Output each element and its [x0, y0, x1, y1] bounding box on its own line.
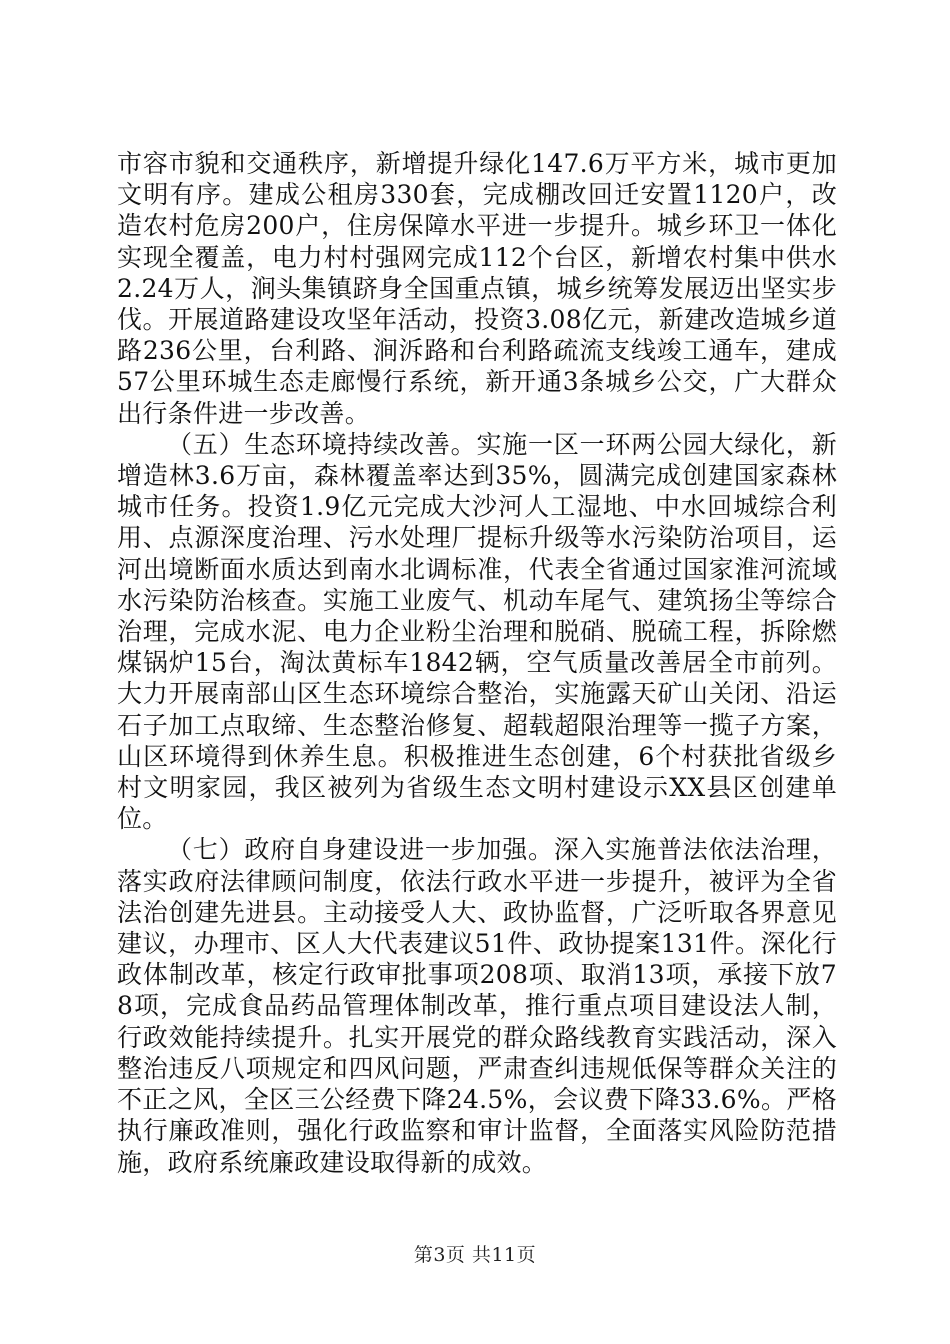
- document-body: [117, 148, 837, 1178]
- paragraph-urban-development: 市容市貌和交通秩序，新增提升绿化147.6万平方米，城市更加文明有序。建成公租房330套，完成棚改回迁安置1120户，改造农村危房200户，住房保障水平进一步提升。城乡环卫一体化实现全覆盖，电力村村强网完成112个台区，新增农村集中供水2.24万人，涧头集镇跻身全国重点镇，城乡统筹发展迈出坚实步伐。开展道路建设攻坚年活动，投资3.08亿元，新建改造城乡道路236公里，台利路、涧泝路和台利路疏流支线竣工通车，建成57公里环城生态走廊慢行系统，新开通3条城乡公交，广大群众出行条件进一步改善。: [117, 149, 837, 428]
- page-footer: 第3页 共11页: [413, 1244, 537, 1266]
- paragraph-ecological-environment: （五）生态环境持续改善。实施一区一环两公园大绿化，新增造林3.6万亩，森林覆盖率达到35%，圆满完成创建国家森林城市任务。投资1.9亿元完成大沙河人工湿地、中水回城综合利用、点源深度治理、污水处理厂提标升级等水污染防治项目，运河出境断面水质达到南水北调标准，代表全省通过国家淮河流域水污染防治核查。实施工业废气、机动车尾气、建筑扬尘等综合治理，完成水泥、电力企业粉尘治理和脱硝、脱硫工程，拆除燃煤锅炉15台，淘汰黄标车1842辆，空气质量改善居全市前列。大力开展南部山区生态环境综合整治，实施露天矿山关闭、沿运石子加工点取缔、生态整治修复、超载超限治理等一揽子方案，山区环境得到休养生息。积极推进生态创建，6个村获批省级乡村文明家园，我区被列为省级生态文明村建设示XX县区创建单位。: [117, 429, 837, 834]
- paragraph-government-self-building: （七）政府自身建设进一步加强。深入实施普法依法治理，落实政府法律顾问制度，依法行政水平进一步提升，被评为全省法治创建先进县。主动接受人大、政协监督，广泛听取各界意见建议，办理市、区人大代表建议51件、政协提案131件。深化行政体制改革，核定行政审批事项208项、取消13项，承接下放78项，完成食品药品管理体制改革，推行重点项目建设法人制，行政效能持续提升。扎实开展党的群众路线教育实践活动，深入整治违反八项规定和四风问题，严肃查纠违规低保等群众关注的不正之风，全区三公经费下降24.5%，会议费下降33.6%。严格执行廉政准则，强化行政监察和审计监督，全面落实风险防范措施，政府系统廉政建设取得新的成效。: [117, 835, 837, 1177]
